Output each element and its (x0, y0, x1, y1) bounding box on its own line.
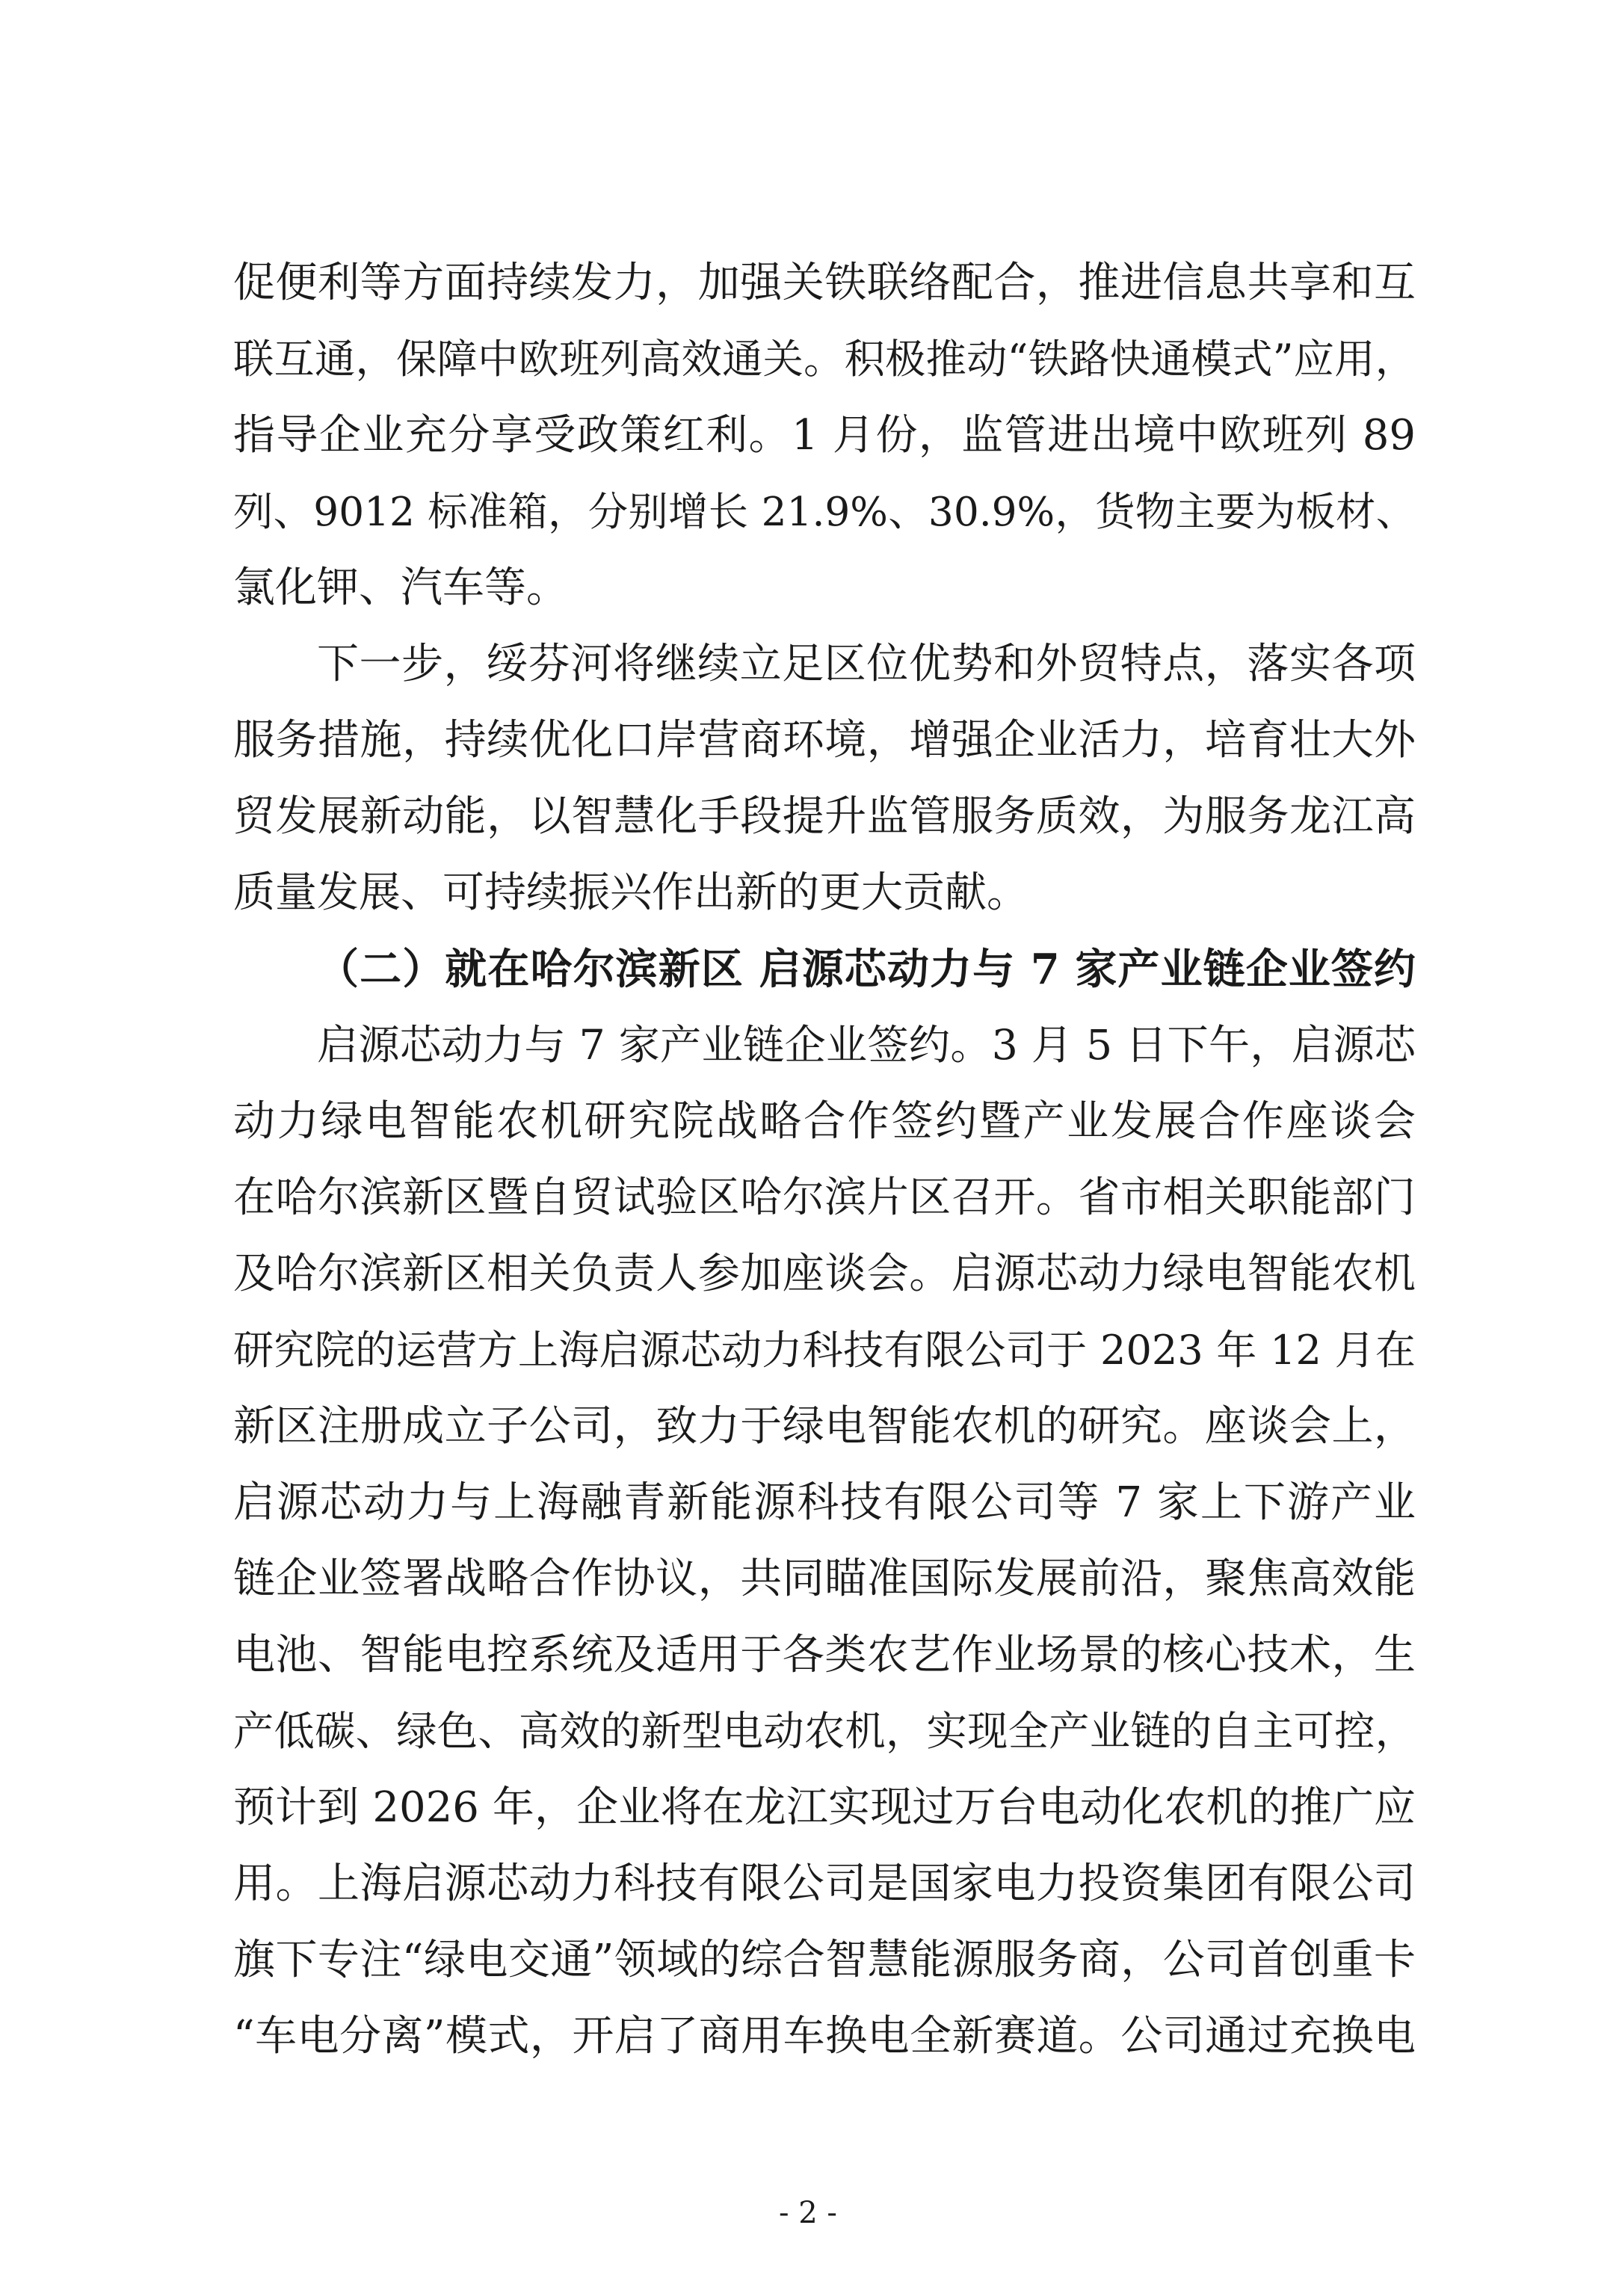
body-line: 贸发展新动能，以智慧化手段提升监管服务质效，为服务龙江高 (233, 792, 1416, 841)
body-line: 电池、智能电控系统及适用于各类农艺作业场景的核心技术，生 (233, 1631, 1416, 1679)
body-line: 旗下专注“绿电交通”领域的综合智慧能源服务商，公司首创重卡 (233, 1936, 1416, 1984)
page-number: - 2 - (779, 2196, 837, 2230)
body-line: 动力绿电智能农机研究院战略合作签约暨产业发展合作座谈会 (233, 1097, 1416, 1146)
body-line: 氯化钾、汽车等。 (233, 564, 568, 612)
body-line: 产低碳、绿色、高效的新型电动农机，实现全产业链的自主可控， (233, 1708, 1416, 1755)
body-line: 联互通，保障中欧班列高效通关。积极推动“铁路快通模式”应用， (233, 336, 1416, 383)
body-line: 质量发展、可持续振兴作出新的更大贡献。 (233, 868, 1028, 917)
body-line: 启源芯动力与上海融青新能源科技有限公司等 7 家上下游产业 (233, 1478, 1416, 1527)
paragraph-start-line: 启源芯动力与 7 家产业链企业签约。3 月 5 日下午，启源芯 (317, 1022, 1416, 1070)
body-line: 服务措施，持续优化口岸营商环境，增强企业活力，培育壮大外 (233, 716, 1416, 765)
body-line: “车电分离”模式，开启了商用车换电全新赛道。公司通过充换电 (233, 2012, 1416, 2061)
body-line: 列、9012 标准箱，分别增长 21.9%、30.9%，货物主要为板材、 (233, 489, 1416, 535)
body-line: 研究院的运营方上海启源芯动力科技有限公司于 2023 年 12 月在 (233, 1327, 1416, 1374)
body-line: 促便利等方面持续发力，加强关铁联络配合，推进信息共享和互 (233, 259, 1416, 307)
body-line: 预计到 2026 年，企业将在龙江实现过万台电动化农机的推广应 (233, 1783, 1416, 1832)
body-line: 在哈尔滨新区暨自贸试验区哈尔滨片区召开。省市相关职能部门 (233, 1173, 1416, 1222)
body-line: 用。上海启源芯动力科技有限公司是国家电力投资集团有限公司 (233, 1860, 1416, 1908)
body-line: 新区注册成立子公司，致力于绿电智能农机的研究。座谈会上， (233, 1402, 1416, 1451)
section-heading: （二）就在哈尔滨新区 启源芯动力与 7 家产业链企业签约 (317, 945, 1416, 994)
body-line: 指导企业充分享受政策红利。1 月份，监管进出境中欧班列 89 (233, 411, 1416, 460)
body-line: 及哈尔滨新区相关负责人参加座谈会。启源芯动力绿电智能农机 (233, 1250, 1416, 1298)
document-body (233, 245, 1416, 2075)
paragraph-start-line: 下一步，绥芬河将继续立足区位优势和外贸特点，落实各项 (317, 640, 1416, 688)
body-line: 链企业签署战略合作协议，共同瞄准国际发展前沿，聚焦高效能 (233, 1555, 1416, 1603)
